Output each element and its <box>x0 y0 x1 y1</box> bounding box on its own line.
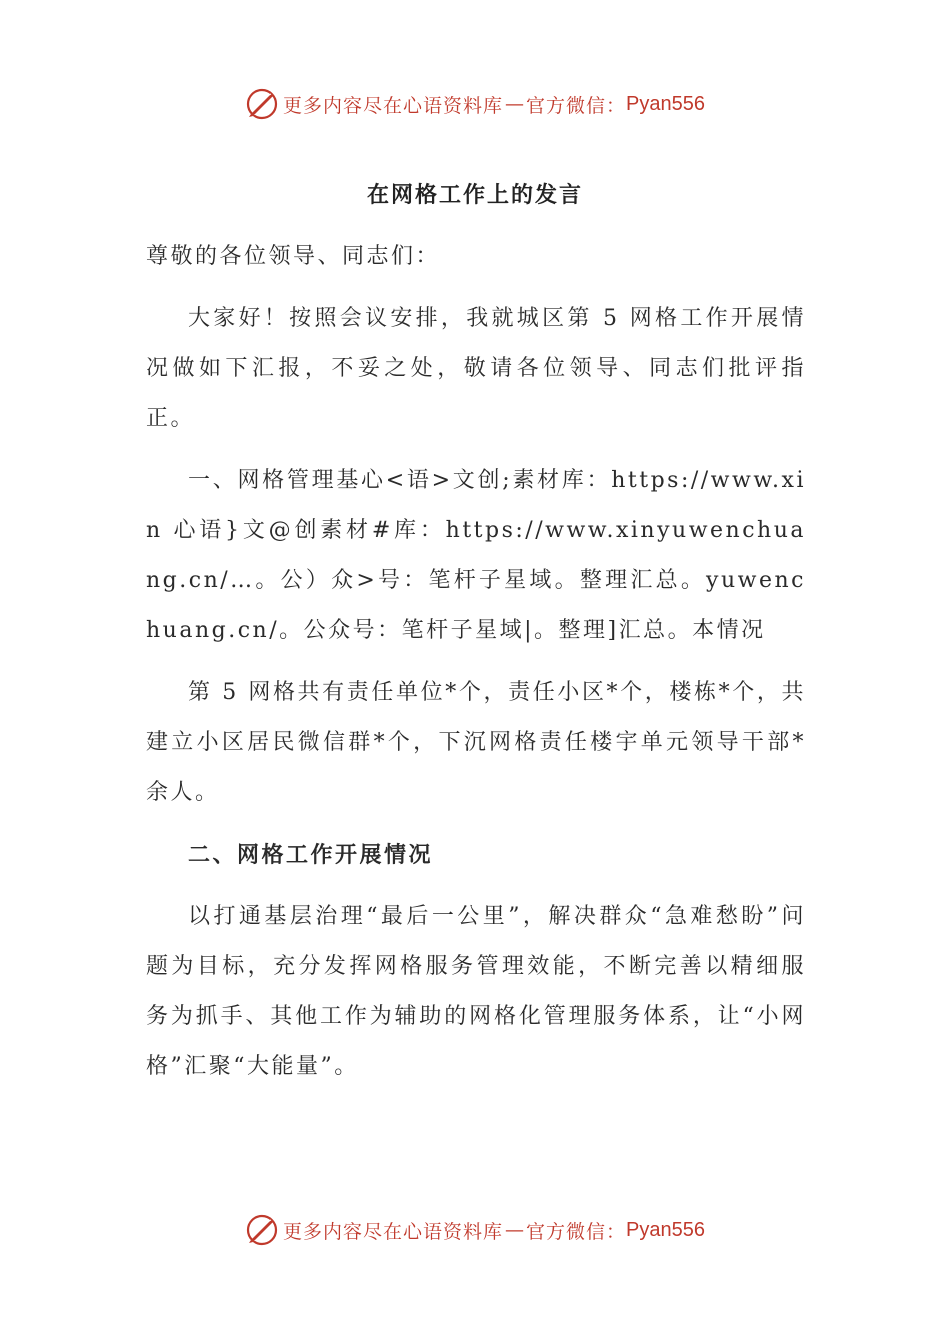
greeting: 尊敬的各位领导、同志们： <box>146 244 441 269</box>
banner-dash: — <box>505 1219 525 1241</box>
footer-watermark-banner <box>0 1210 950 1250</box>
document-body <box>146 232 806 1104</box>
quill-pen-logo-icon <box>245 1213 279 1247</box>
paragraph-goals: 以打通基层治理“最后一公里”，解决群众“急难愁盼”问题为目标，充分发挥网格服务管理效能，不断完善以精细服务为抓手、其他工作为辅助的网格化管理服务体系，让“小网格”汇聚“大能量”。 <box>146 904 806 1079</box>
banner-lead-text: 更多内容尽在心语资料库 <box>283 1220 504 1243</box>
banner-wechat-id: Pyan556 <box>626 92 705 115</box>
section-heading-two: 二、网格工作开展情况 <box>188 842 434 868</box>
quill-pen-logo-icon <box>245 87 279 121</box>
banner-wechat-label: 官方微信： <box>526 1220 627 1243</box>
paragraph-opening: 大家好！按照会议安排，我就城区第 5 网格工作开展情况做如下汇报，不妥之处，敬请各位领导、同志们批评指正。 <box>146 306 806 431</box>
paragraph-grid-stats: 第 5 网格共有责任单位*个，责任小区*个，楼栋*个，共建立小区居民微信群*个，下沉网格责任楼宇单元领导干部*余人。 <box>146 680 806 805</box>
banner-dash: — <box>505 93 525 115</box>
page-title: 在网格工作上的发言 <box>366 182 583 208</box>
banner-wechat-id: Pyan556 <box>626 1218 705 1241</box>
paragraph-section-one: 一、网格管理基心<语>文创;素材库：https://www.xin 心语}文@创素材#库：https://www.xinyuwenchuang.cn/…。公）众>号：笔杆子星域。整理汇总。yuwenchuang.cn/。公众号：笔杆子星域|。整理]汇总。本情况 <box>146 468 806 643</box>
header-watermark-banner <box>0 84 950 124</box>
banner-wechat-label: 官方微信： <box>526 94 627 117</box>
banner-lead-text: 更多内容尽在心语资料库 <box>283 94 504 117</box>
